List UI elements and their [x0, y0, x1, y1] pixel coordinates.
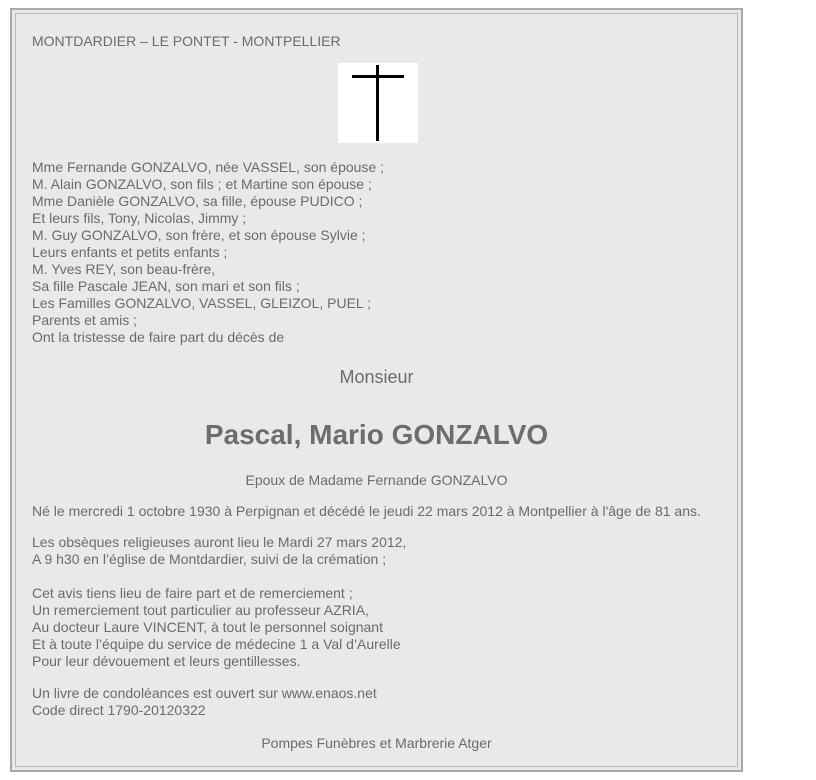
deceased-spouse: Epoux de Madame Fernande GONZALVO [245, 472, 508, 488]
family-line: Leurs enfants et petits enfants ; [32, 244, 228, 260]
deceased-name: Pascal, Mario GONZALVO [204, 419, 549, 450]
family-line: Parents et amis ; [32, 312, 138, 328]
family-line: Les Familles GONZALVO, VASSEL, GLEIZOL, PUEL ; [32, 295, 371, 311]
location-header: MONTDARDIER – LE PONTET - MONTPELLIER [32, 33, 341, 49]
birth-death-line: Né le mercredi 1 octobre 1930 à Perpignan et décédé le jeudi 22 mars 2012 à Montpellier à l'âge de 81 ans. [32, 503, 701, 519]
thanks-line: Un remerciement tout particulier au professeur AZRIA, [32, 602, 369, 618]
cross-icon [338, 63, 418, 143]
family-line: M. Guy GONZALVO, son frère, et son épouse Sylvie ; [32, 227, 366, 243]
family-line: Ont la tristesse de faire part du décès de [32, 329, 285, 345]
family-line: M. Yves REY, son beau-frère, [32, 261, 216, 277]
funeral-home-footer: Pompes Funèbres et Marbrerie Atger [261, 735, 492, 751]
condolences-line: Un livre de condoléances est ouvert sur www.enaos.net [32, 685, 377, 701]
family-line: Mme Fernande GONZALVO, née VASSEL, son épouse ; [32, 159, 384, 175]
family-line: Sa fille Pascale JEAN, son mari et son fils ; [32, 278, 300, 294]
deceased-title: Monsieur [339, 367, 414, 387]
family-line: M. Alain GONZALVO, son fils ; et Martine son épouse ; [32, 176, 372, 192]
thanks-line: Au docteur Laure VINCENT, à tout le personnel soignant [32, 619, 383, 635]
condolences-line: Code direct 1790-20120322 [32, 702, 206, 718]
funeral-line: A 9 h30 en l’église de Montdardier, suivi de la crémation ; [32, 551, 387, 567]
family-line: Et leurs fils, Tony, Nicolas, Jimmy ; [32, 210, 247, 226]
thanks-line: Cet avis tiens lieu de faire part et de remerciement ; [32, 585, 353, 601]
cross-horizontal-bar [352, 75, 404, 78]
thanks-line: Pour leur dévouement et leurs gentillesses. [32, 653, 301, 669]
obituary-card [10, 8, 743, 772]
funeral-line: Les obsèques religieuses auront lieu le Mardi 27 mars 2012, [32, 534, 407, 550]
family-line: Mme Danièle GONZALVO, sa fille, épouse PUDICO ; [32, 193, 363, 209]
thanks-line: Et à toute l’équipe du service de médecine 1 a Val d’Aurelle [32, 636, 401, 652]
